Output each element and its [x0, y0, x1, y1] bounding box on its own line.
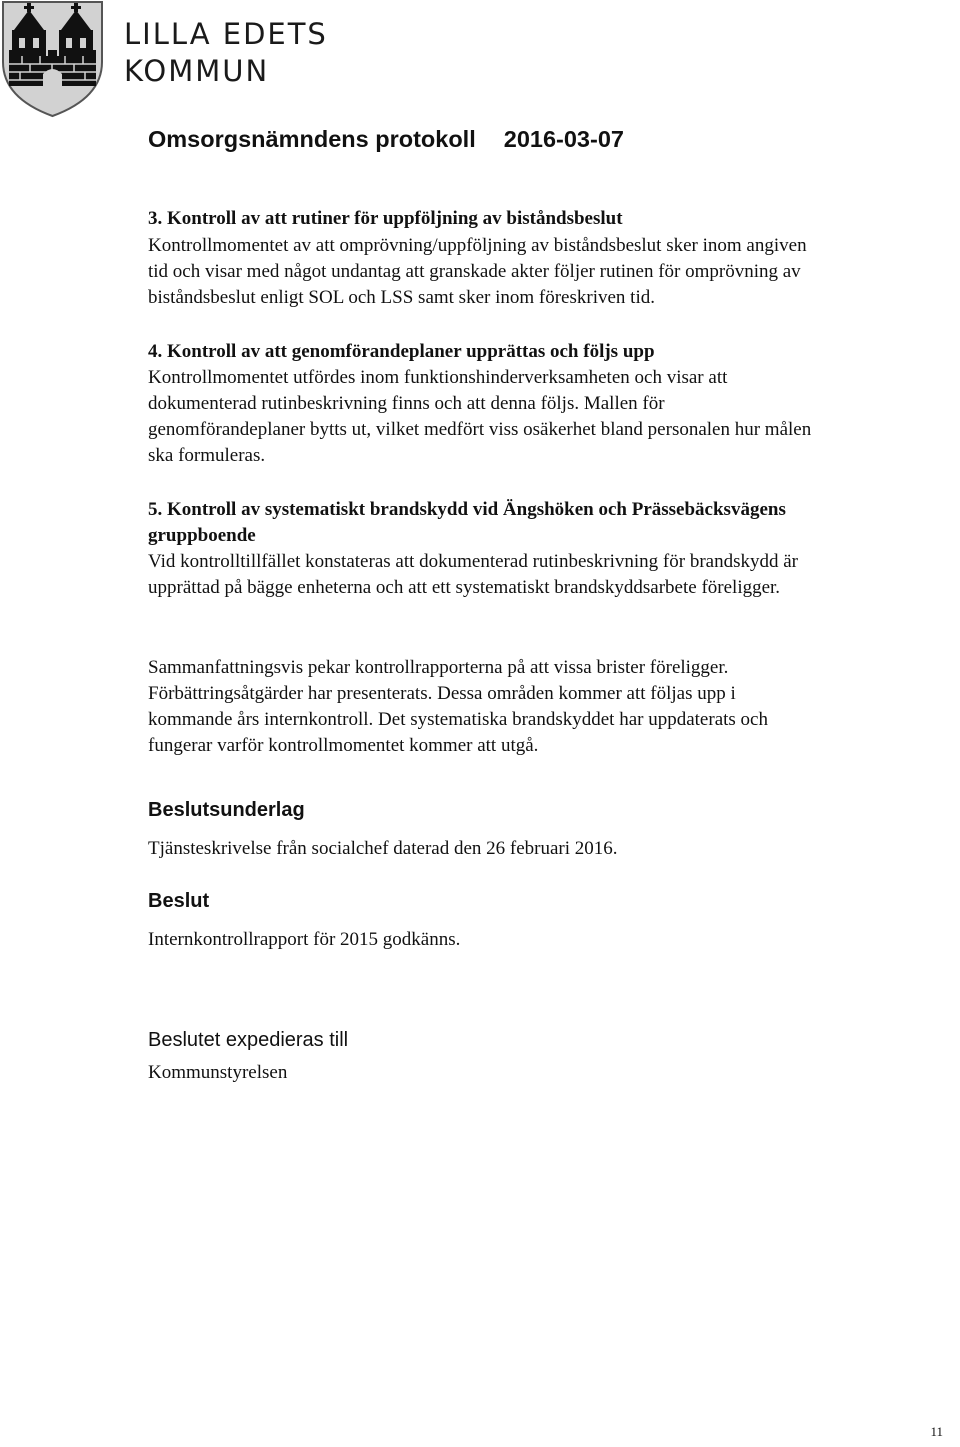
- section-4-body: [148, 365, 811, 469]
- section-5-heading-line: 5. Kontroll av systematiskt brandskydd vid Ängshöken och Prässebäcksvägens: [148, 499, 786, 520]
- municipal-coat-of-arms-icon: [0, 0, 105, 118]
- page-number: 11: [930, 1424, 943, 1439]
- section-3-heading: 3. Kontroll av att rutiner för uppföljning av biståndsbeslut: [148, 208, 623, 229]
- distribution-text: Kommunstyrelsen: [148, 1062, 288, 1083]
- section-3-body: [148, 233, 807, 311]
- section-5-line: Vid kontrolltillfället konstateras att dokumenterad rutinbeskrivning för brandskydd är: [148, 551, 798, 572]
- summary-line: fungerar varför kontrollmomentet kommer att utgå.: [148, 735, 539, 756]
- basis-text: Tjänsteskrivelse från socialchef daterad den 26 februari 2016.: [148, 838, 618, 859]
- section-3-line: tid och visar med något undantag att granskade akter följer rutinen för omprövning av: [148, 261, 801, 282]
- section-5-body: [148, 549, 798, 601]
- section-5-line: upprättad på bägge enheterna och att ett systematiskt brandskyddsarbete föreligger.: [148, 577, 781, 598]
- logo-line-2: KOMMUN: [124, 54, 270, 88]
- section-4-heading: 4. Kontroll av att genomförandeplaner upprättas och följs upp: [148, 341, 655, 362]
- summary-line: kommande års internkontroll. Det systematiska brandskyddet har uppdaterats och: [148, 709, 768, 730]
- summary-line: Sammanfattningsvis pekar kontrollrapporterna på att vissa brister föreligger.: [148, 657, 729, 678]
- decision-heading: Beslut: [148, 890, 210, 912]
- section-4-line: Kontrollmomentet utfördes inom funktionshinderverksamheten och visar att: [148, 367, 728, 388]
- section-3-line: biståndsbeslut enligt SOL och LSS samt sker inom föreskriven tid.: [148, 287, 655, 308]
- protocol-date: 2016-03-07: [503, 126, 624, 152]
- section-5-heading: [148, 497, 786, 549]
- section-4-line: dokumenterad rutinbeskrivning finns och att denna följs. Mallen för: [148, 393, 665, 414]
- section-5-heading-line: gruppboende: [148, 525, 256, 546]
- protocol-title: Omsorgsnämndens protokoll: [148, 126, 476, 152]
- section-4-line: genomförandeplaner bytts ut, vilket medfört viss osäkerhet bland personalen hur målen: [148, 419, 812, 440]
- municipality-logo-text: [124, 16, 328, 90]
- summary-line: Förbättringsåtgärder har presenterats. Dessa områden kommer att följas upp i: [148, 683, 736, 704]
- section-3-line: Kontrollmomentet av att omprövning/uppföljning av biståndsbeslut sker inom angiven: [148, 235, 807, 256]
- document-title: [148, 126, 624, 153]
- logo-line-1: LILLA EDETS: [124, 17, 328, 51]
- decision-text: Internkontrollrapport för 2015 godkänns.: [148, 929, 461, 950]
- basis-heading: Beslutsunderlag: [148, 799, 305, 821]
- section-4-line: ska formuleras.: [148, 445, 266, 466]
- distribution-heading: Beslutet expedieras till: [148, 1029, 349, 1051]
- summary-paragraph: [148, 655, 768, 759]
